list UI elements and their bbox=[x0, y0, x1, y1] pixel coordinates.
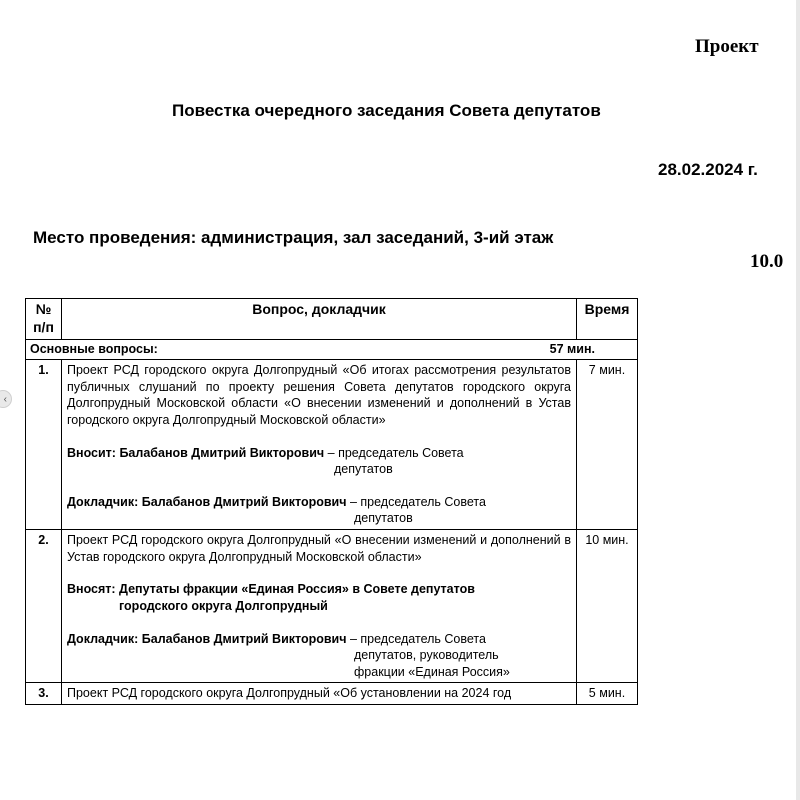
meeting-venue: Место проведения: администрация, зал заседаний, 3-ий этаж bbox=[33, 228, 554, 247]
item-time: 7 мин. bbox=[577, 360, 638, 530]
item-num: 3. bbox=[26, 683, 62, 705]
meeting-date: 28.02.2024 г. bbox=[658, 160, 758, 179]
table-row bbox=[26, 683, 638, 705]
page-title: Повестка очередного заседания Совета депутатов bbox=[172, 101, 601, 120]
item-speaker-role-2: фракции «Единая Россия» bbox=[354, 664, 510, 679]
header-time: Время bbox=[577, 299, 638, 340]
draft-label: Проект bbox=[695, 36, 759, 57]
table-row bbox=[26, 360, 638, 530]
item-time: 5 мин. bbox=[577, 683, 638, 705]
item-speaker: Докладчик: Балабанов Дмитрий Викторович – председатель Совета bbox=[67, 494, 486, 509]
section-time: 57 мин. bbox=[549, 342, 595, 357]
table-row bbox=[26, 530, 638, 683]
header-num: № п/п bbox=[26, 299, 62, 340]
item-submitter: Вносит: Балабанов Дмитрий Викторович – председатель Совета bbox=[67, 445, 464, 460]
page-edge bbox=[796, 0, 800, 800]
item-time: 10 мин. bbox=[577, 530, 638, 683]
item-num: 1. bbox=[26, 360, 62, 530]
item-text: Проект РСД городского округа Долгопрудный «Об итогах рассмотрения результатов публичных слушаний по проекту решения Совета депутатов городского округа Долгопрудный Московской области «О внесении изменений и дополнений в Устав городского округа Долгопрудный Московской области» bbox=[67, 363, 571, 427]
item-submitter: Вносят: Депутаты фракции «Единая Россия» в Совете депутатов bbox=[67, 582, 475, 597]
table-header-row bbox=[26, 299, 638, 340]
scroll-left-icon[interactable]: ‹ bbox=[0, 390, 12, 408]
section-cell bbox=[26, 340, 638, 360]
item-speaker: Докладчик: Балабанов Дмитрий Викторович – председатель Совета bbox=[67, 631, 486, 646]
agenda-table bbox=[25, 298, 638, 705]
item-content bbox=[62, 530, 577, 683]
item-content bbox=[62, 360, 577, 530]
item-speaker-role: депутатов, руководитель bbox=[354, 648, 499, 663]
section-label: Основные вопросы: bbox=[30, 342, 158, 357]
item-text: Проект РСД городского округа Долгопрудный «О внесении изменений и дополнений в Устав городского округа Долгопрудный Московской области» bbox=[67, 533, 571, 564]
header-question: Вопрос, докладчик bbox=[62, 299, 577, 340]
item-num: 2. bbox=[26, 530, 62, 683]
item-text: Проект РСД городского округа Долгопрудный «Об установлении на 2024 год bbox=[67, 686, 512, 701]
item-content bbox=[62, 683, 577, 705]
item-speaker-role: депутатов bbox=[354, 511, 413, 526]
item-submitter-role: депутатов bbox=[334, 462, 393, 477]
item-submitter-line2: городского округа Долгопрудный bbox=[119, 598, 328, 613]
start-time: 10.0 bbox=[750, 251, 784, 272]
section-row bbox=[26, 340, 638, 360]
